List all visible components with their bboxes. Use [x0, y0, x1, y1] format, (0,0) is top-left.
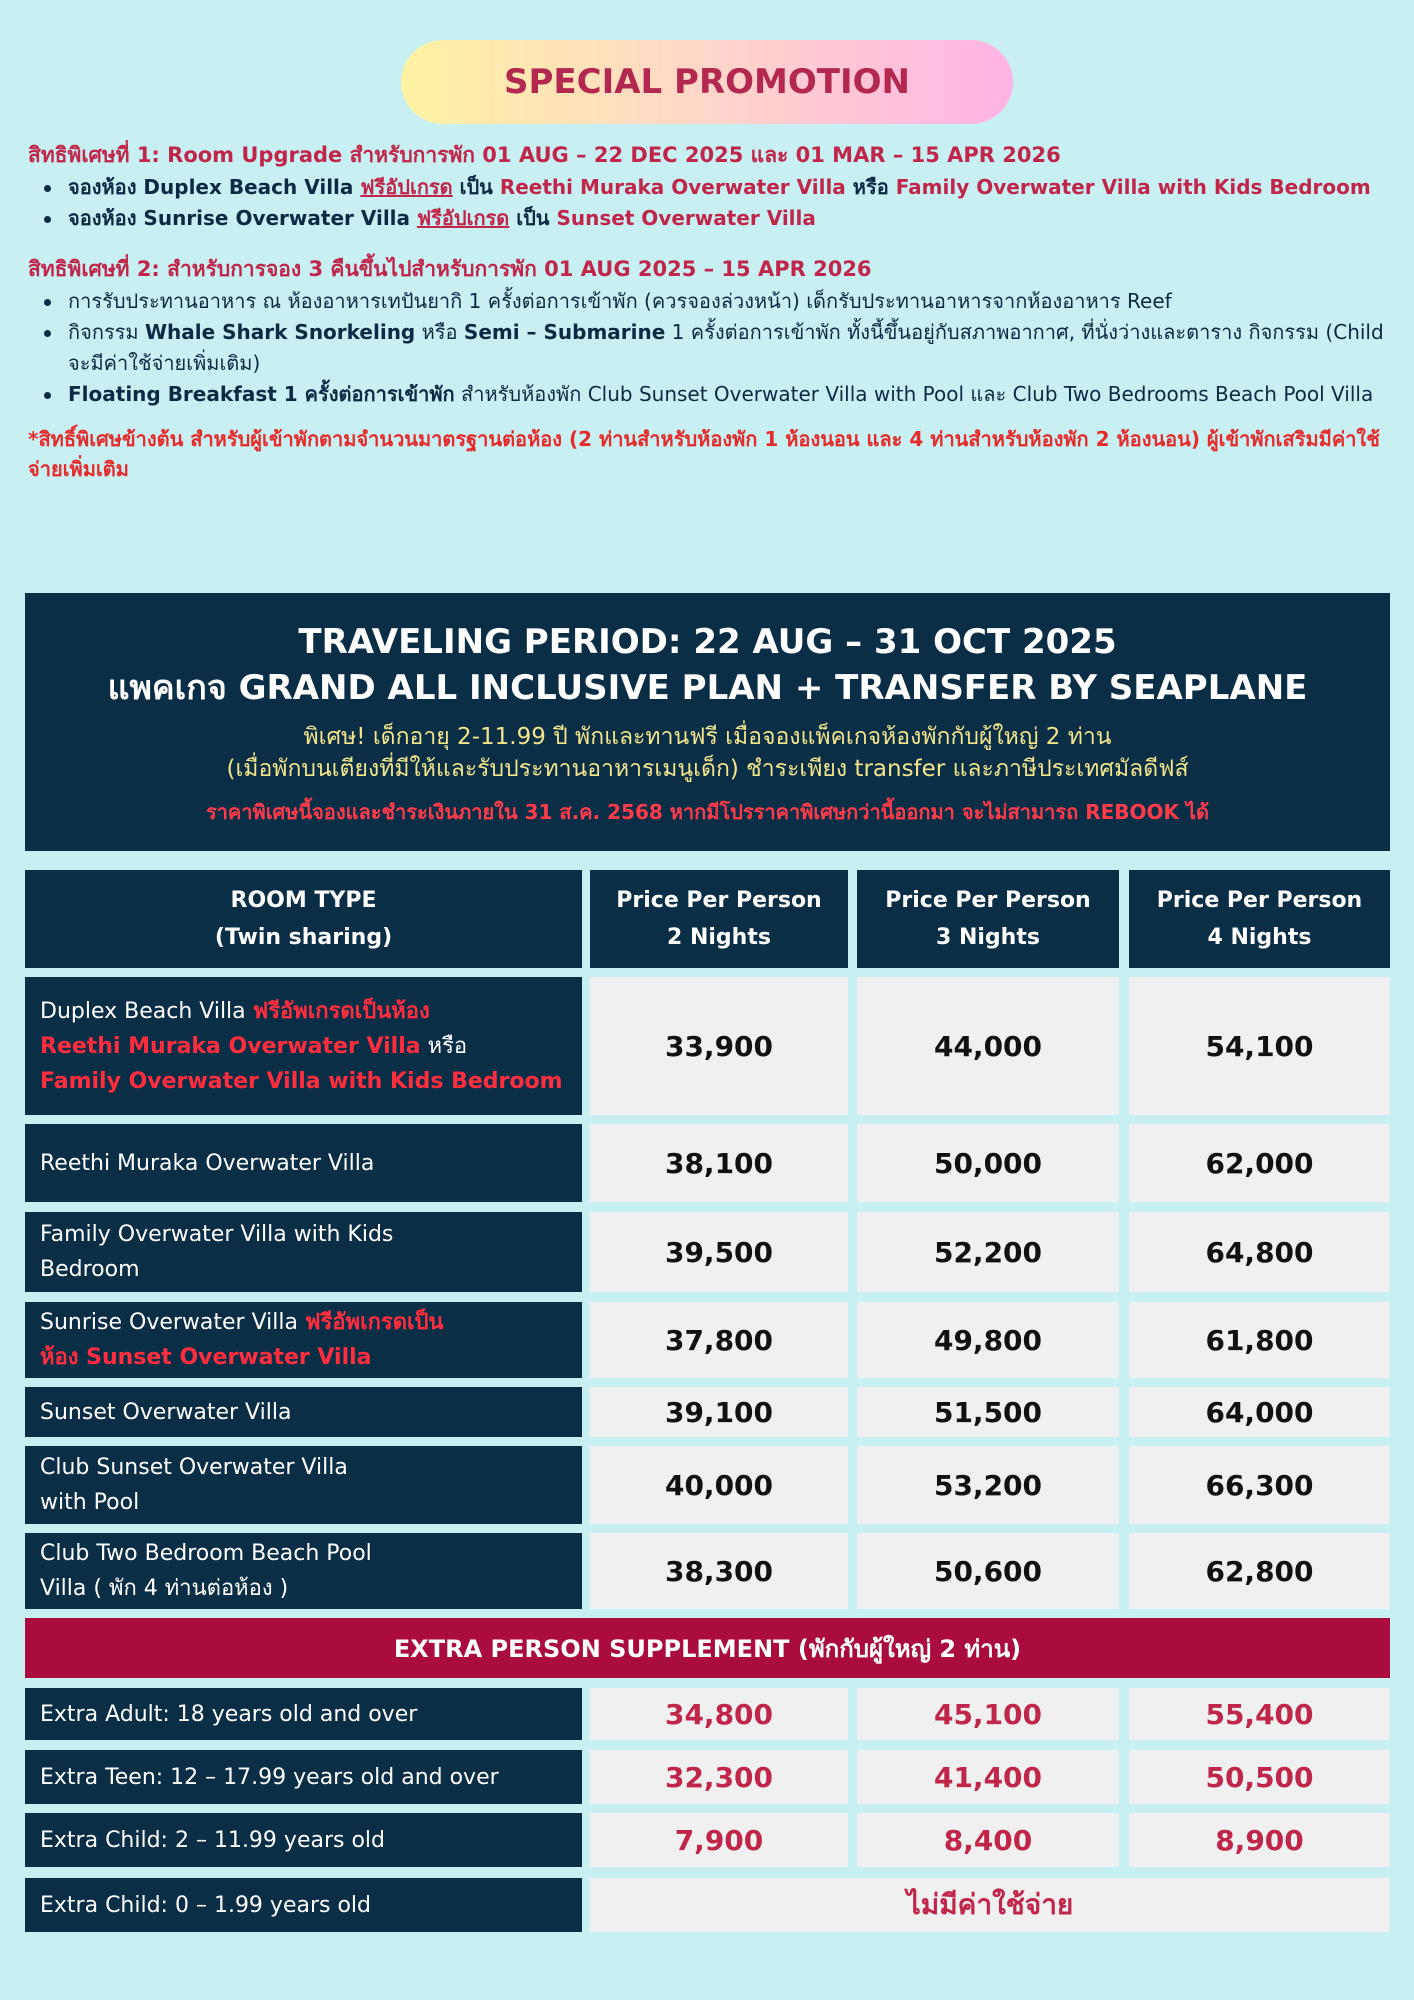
extra-price-cell: 45,100: [857, 1688, 1119, 1740]
price-cell: 50,600: [857, 1533, 1119, 1609]
price-cell: 50,000: [857, 1124, 1119, 1202]
extra-label-text: Extra Child: 0 – 1.99 years old: [40, 1892, 371, 1918]
header-room-type: [25, 870, 582, 968]
extra-person-banner: [25, 1618, 1390, 1678]
room-sunset-overwater: [25, 1387, 582, 1437]
header-3-nights: [857, 870, 1119, 968]
price-cell: 51,500: [857, 1387, 1119, 1437]
promo-title: SPECIAL PROMOTION: [504, 62, 910, 102]
price-cell: 33,900: [590, 977, 848, 1115]
extra-price-cell: 8,900: [1129, 1813, 1390, 1867]
price-cell: 62,800: [1129, 1533, 1390, 1609]
room-duplex-beach-villa: [25, 977, 582, 1115]
room-name-line: Club Sunset Overwater Villa: [40, 1455, 348, 1480]
extra-child-label: [25, 1813, 582, 1867]
privilege-2-title: สิทธิพิเศษที่ 2: สำหรับการจอง 3 คืนขึ้นไปสำหรับการพัก 01 AUG 2025 – 15 APR 2026: [28, 257, 872, 281]
text-span: จองห้อง Sunrise Overwater Villa: [68, 206, 417, 230]
price-cell: 44,000: [857, 977, 1119, 1115]
privilege-2-item-3: [68, 379, 1398, 410]
price-cell: 54,100: [1129, 977, 1390, 1115]
room-name: Reethi Muraka Overwater Villa: [499, 175, 846, 199]
price-cell: 61,800: [1129, 1302, 1390, 1378]
extra-infant-label: [25, 1878, 582, 1932]
text-span: หรือ: [415, 320, 464, 344]
extra-price-cell: 34,800: [590, 1688, 848, 1740]
free-upgrade-text: ฟรีอัปเกรด: [360, 175, 453, 199]
header-2-nights: [590, 870, 848, 968]
room-name: Sunset Overwater Villa: [556, 206, 816, 230]
text-span: เป็น: [452, 175, 500, 199]
privilege-2-item-2: [68, 317, 1398, 379]
room-sunrise-overwater: [25, 1302, 582, 1378]
text-span: 1 ครั้งต่อการเข้าพัก ทั้งนี้ขึ้นอยู่กับสภาพอากาศ, ที่นั่งว่างและตาราง กิจกรรม (Child จะมีค่าใช้จ่ายเพิ่มเติม): [68, 320, 1384, 375]
room-name-line: Bedroom: [40, 1257, 140, 1282]
traveling-period: TRAVELING PERIOD: 22 AUG – 31 OCT 2025: [298, 622, 1117, 662]
kids-offer-line-1: พิเศษ! เด็กอายุ 2-11.99 ปี พักและทานฟรี เมื่อจองแพ็คเกจห้องพักกับผู้ใหญ่ 2 ท่าน: [303, 724, 1112, 750]
extra-price-cell: 55,400: [1129, 1688, 1390, 1740]
upgrade-text: ฟรีอัพเกรดเป็นห้อง: [252, 998, 430, 1024]
price-cell: 37,800: [590, 1302, 848, 1378]
header-room-type-label: ROOM TYPE: [230, 888, 377, 913]
room-club-sunset: [25, 1446, 582, 1524]
room-family-overwater: [25, 1212, 582, 1292]
header-4-nights: [1129, 870, 1390, 968]
extra-price-cell: 50,500: [1129, 1750, 1390, 1804]
extra-label-text: Extra Teen: 12 – 17.99 years old and over: [40, 1764, 499, 1790]
price-cell: 66,300: [1129, 1446, 1390, 1524]
upgrade-room-name: Reethi Muraka Overwater Villa: [40, 1033, 421, 1059]
upgrade-room-name: Family Overwater Villa with Kids Bedroom: [40, 1068, 563, 1094]
privilege-1-item-2: [68, 203, 1398, 234]
room-club-two-bedroom: [25, 1533, 582, 1609]
price-cell: 64,000: [1129, 1387, 1390, 1437]
extra-teen-label: [25, 1750, 582, 1804]
extra-price-cell: 8,400: [857, 1813, 1119, 1867]
price-cell: 49,800: [857, 1302, 1119, 1378]
header-room-type-sub: (Twin sharing): [214, 925, 393, 950]
upgrade-room-name: ห้อง Sunset Overwater Villa: [40, 1345, 372, 1370]
header-price-label: Price Per Person: [885, 888, 1091, 913]
price-cell: 38,300: [590, 1533, 848, 1609]
room-name-line: with Pool: [40, 1490, 140, 1515]
extra-price-cell: 7,900: [590, 1813, 848, 1867]
extra-label-text: Extra Child: 2 – 11.99 years old: [40, 1827, 385, 1853]
room-name-line: Club Two Bedroom Beach Pool: [40, 1541, 372, 1566]
room-name: Family Overwater Villa with Kids Bedroom: [895, 175, 1371, 199]
package-plan: แพคเกจ GRAND ALL INCLUSIVE PLAN + TRANSFER BY SEAPLANE: [107, 668, 1308, 708]
privileges-section: [28, 140, 1398, 484]
room-name: Sunset Overwater Villa: [40, 1399, 292, 1425]
privilege-1-list: [68, 172, 1398, 234]
room-name: Reethi Muraka Overwater Villa: [40, 1150, 375, 1176]
package-header: [25, 593, 1390, 851]
promo-title-banner: [401, 40, 1013, 124]
text-span: กิจกรรม: [68, 320, 145, 344]
extra-infant-free: ไม่มีค่าใช้จ่าย: [590, 1878, 1390, 1932]
header-nights: 2 Nights: [667, 925, 771, 950]
room-name: Sunrise Overwater Villa: [40, 1310, 305, 1335]
price-cell: 53,200: [857, 1446, 1119, 1524]
free-upgrade-text: ฟรีอัปเกรด: [417, 206, 510, 230]
text-span: หรือ: [845, 175, 896, 199]
extra-person-title: EXTRA PERSON SUPPLEMENT (พักกับผู้ใหญ่ 2 ท่าน): [393, 1634, 1022, 1663]
activity-name: Floating Breakfast 1 ครั้งต่อการเข้าพัก: [68, 382, 455, 406]
text-span: หรือ: [420, 1033, 468, 1059]
privilege-note: *สิทธิ์พิเศษข้างต้น สำหรับผู้เข้าพักตามจำนวนมาตรฐานต่อห้อง (2 ท่านสำหรับห้องพัก 1 ห้องนอน และ 4 ท่านสำหรับห้องพัก 2 ห้องนอน) ผู้เข้าพักเสริมมีค่าใช้จ่ายเพิ่มเติม: [28, 427, 1380, 481]
privilege-1-item-1: [68, 172, 1398, 203]
text-span: จองห้อง Duplex Beach Villa: [68, 175, 361, 199]
booking-note: ราคาพิเศษนี้จองและชำระเงินภายใน 31 ส.ค. 2568 หากมีโปรราคาพิเศษกว่านี้ออกมา จะไม่สามารถ REBOOK ได้: [205, 800, 1210, 824]
extra-adult-label: [25, 1688, 582, 1740]
text-span: สำหรับห้องพัก Club Sunset Overwater Villa with Pool และ Club Two Bedrooms Beach Pool Villa: [454, 382, 1374, 406]
activity-name: Whale Shark Snorkeling: [144, 320, 416, 344]
text-span: เป็น: [509, 206, 557, 230]
room-reethi-muraka: [25, 1124, 582, 1202]
header-price-label: Price Per Person: [616, 888, 822, 913]
privilege-2-list: [68, 286, 1398, 410]
room-name-line: Villa ( พัก 4 ท่านต่อห้อง ): [40, 1576, 289, 1601]
privilege-1-title: สิทธิพิเศษที่ 1: Room Upgrade สำหรับการพัก 01 AUG – 22 DEC 2025 และ 01 MAR – 15 APR 2026: [28, 143, 1061, 167]
privilege-2-item-1: การรับประทานอาหาร ณ ห้องอาหารเทปันยากิ 1 ครั้งต่อการเข้าพัก (ควรจองล่วงหน้า) เด็กรับประทานอาหารจากห้องอาหาร Reef: [68, 286, 1398, 317]
header-nights: 3 Nights: [936, 925, 1040, 950]
extra-label-text: Extra Adult: 18 years old and over: [40, 1701, 418, 1727]
header-nights: 4 Nights: [1207, 925, 1312, 950]
price-cell: 52,200: [857, 1212, 1119, 1292]
header-price-label: Price Per Person: [1156, 888, 1363, 913]
price-cell: 38,100: [590, 1124, 848, 1202]
extra-price-cell: 32,300: [590, 1750, 848, 1804]
price-cell: 39,100: [590, 1387, 848, 1437]
room-name-line: Family Overwater Villa with Kids: [40, 1222, 394, 1247]
room-name: Duplex Beach Villa: [40, 998, 253, 1024]
kids-offer-line-2: (เมื่อพักบนเตียงที่มีให้และรับประทานอาหารเมนูเด็ก) ชำระเพียง transfer และภาษีประเทศมัลดีฟส์: [226, 756, 1189, 782]
price-cell: 39,500: [590, 1212, 848, 1292]
price-cell: 40,000: [590, 1446, 848, 1524]
price-cell: 64,800: [1129, 1212, 1390, 1292]
upgrade-text: ฟรีอัพเกรดเป็น: [304, 1310, 444, 1335]
price-cell: 62,000: [1129, 1124, 1390, 1202]
extra-price-cell: 41,400: [857, 1750, 1119, 1804]
activity-name: Semi – Submarine: [463, 320, 666, 344]
